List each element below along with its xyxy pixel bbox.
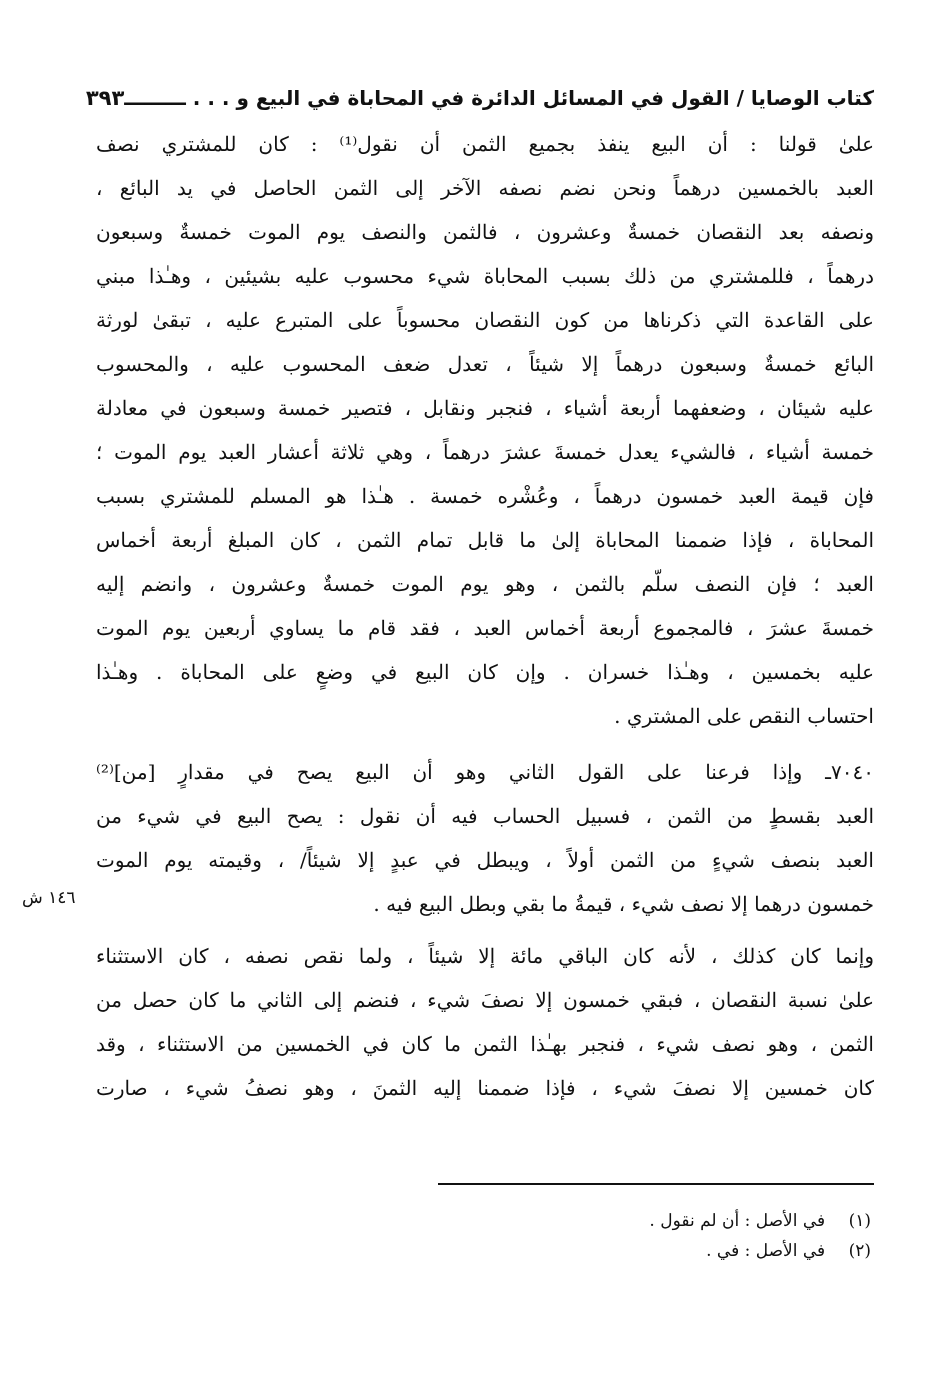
text-line: عليه بخمسين ، وهـٰذا خسران . وإن كان البيع في وضعٍ على المحاباة . وهـٰذا [96,660,874,684]
text-line: درهماً ، فللمشتري من ذلك بسبب المحاباة شيء محسوب عليه بشيئين ، وهـٰذا مبني [96,264,874,288]
paragraph-3 [96,934,874,1110]
footnote-divider [438,1183,874,1185]
main-text [96,122,874,1110]
text-line: كان خمسين إلا نصفَ شيء ، فإذا ضممنا إليه الثمنَ ، وهو نصفُ شيء ، صارت [96,1076,874,1100]
footnote-2 [649,1236,871,1266]
manuscript-folio-note: ١٤٦ ش [22,888,76,908]
text-line: العبد ؛ فإن النصف سلّم بالثمن ، وهو يوم الموت خمسةٌ وعشرون ، وانضم إليه [96,572,874,596]
text-line: عليه شيئان ، وضعفهما أربعة أشياء ، فنجبر ونقابل ، فتصير خمسة وسبعون في معادلة [96,396,874,420]
text-line: العبد بنصف شيءٍ من الثمن أولاً ، ويبطل في عبدٍ إلا شيئاً/ ، وقيمته يوم الموت [96,848,874,872]
text-line: المحاباة ، فإذا ضممنا المحاباة إلىٰ ما قابل تمام الثمن ، كان المبلغ أربعة أخماس [96,528,874,552]
paragraph-spacer [96,926,874,934]
paragraph-2 [96,750,874,926]
text-line: خمسة أشياء ، فالشيء يعدل خمسةَ عشرَ درهماً ، وهي ثلاثة أعشار العبد يوم الموت ؛ [96,440,874,464]
text-line: علىٰ نسبة النقصان ، فبقي خمسون إلا نصفَ شيء ، فنضم إلى الثاني ما كان حصل من [96,988,874,1012]
text-line: خمسون درهما إلا نصف شيء ، قيمةُ ما بقي وبطل البيع فيه . [373,892,874,916]
footnote-number: (٢) [848,1241,871,1261]
header-title: كتاب الوصايا / القول في المسائل الدائرة في المحاباة في البيع و . . . ـــــــــ [124,86,874,110]
text-line: وإنما كان كذلك ، لأنه كان الباقي مائة إلا شيئاً ، ولما نقص نصفه ، كان الاستثناء [96,944,874,968]
paragraph-1 [96,122,874,738]
text-line: علىٰ قولنا : أن البيع ينفذ بجميع الثمن أن نقول⁽¹⁾ : كان للمشتري نصف [96,132,874,156]
text-line: على القاعدة التي ذكرناها من كون النقصان محسوباً على المتبرع عليه ، تبقىٰ لورثة [96,308,874,332]
text-line: فإن قيمة العبد خمسون درهماً ، وعُشْره خمسة . هـٰذا هو المسلم للمشتري بسبب [96,484,874,508]
text-line: الثمن ، وهو نصف شيء ، فنجبر بهـٰذا الثمن ما كان في الخمسين من الاستثناء ، وقد [96,1032,874,1056]
footnote-1 [649,1206,871,1236]
footnote-text: في الأصل : أن لم نقول . [649,1211,826,1231]
running-header [85,78,874,118]
text-line: العبد بالخمسين درهماً ونحن نضم نصفه الآخر إلى الثمن الحاصل في يد البائع ، [96,176,874,200]
footnote-text: في الأصل : في . [706,1241,826,1261]
text-line: ونصفه بعد النقصان خمسةٌ وعشرون ، فالثمن والنصف يوم الموت خمسةٌ وسبعون [96,220,874,244]
footnotes [649,1206,871,1266]
text-line: البائع خمسةٌ وسبعون درهماً إلا شيئاً ، تعدل ضعف المحسوب عليه ، والمحسوب [96,352,874,376]
text-line: العبد بقسطٍ من الثمن ، فسبيل الحساب فيه أن نقول : يصح البيع في شيء من [96,804,874,828]
text-line: ٧٠٤٠ـ وإذا فرعنا على القول الثاني وهو أن البيع يصح في مقدارٍ [من]⁽²⁾ [96,760,874,784]
paragraph-spacer [96,738,874,750]
footnote-number: (١) [848,1211,871,1231]
page-number: ٣٩٣ [85,86,125,110]
text-line: خمسةَ عشرَ ، فالمجموع أربعة أخماس العبد ، فقد قام ما يساوي أربعين يوم الموت [96,616,874,640]
text-line: احتساب النقص على المشتري . [614,704,874,728]
